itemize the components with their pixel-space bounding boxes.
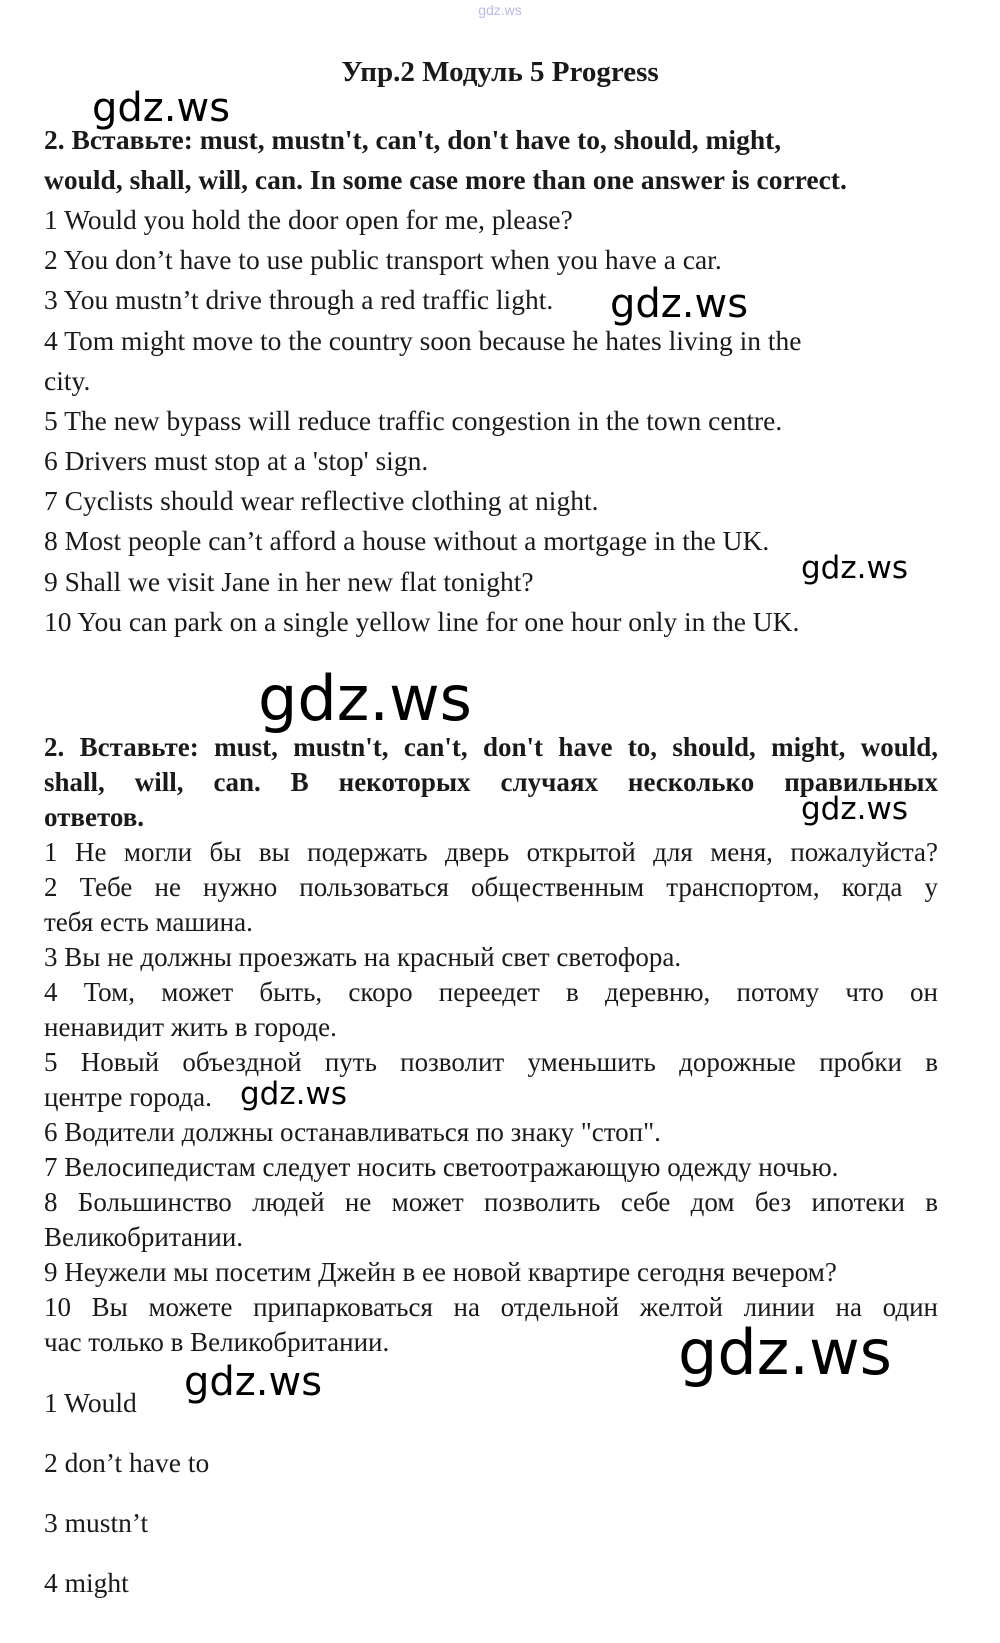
- english-item: 2 You don’t have to use public transport when you have a car.: [44, 244, 722, 275]
- russian-instruction-line-3: ответов.: [44, 802, 145, 832]
- russian-instruction-line-2: shall, will, can. В некоторых случаях несколько правильных: [44, 767, 938, 797]
- answer-item: 3 mustn’t: [44, 1507, 149, 1538]
- answer-item: 2 don’t have to: [44, 1447, 210, 1478]
- russian-item-continued: час только в Великобритании.: [44, 1327, 390, 1357]
- watermark: gdz.ws: [801, 550, 908, 586]
- russian-item: 9 Неужели мы посетим Джейн в ее новой квартире сегодня вечером?: [44, 1257, 837, 1287]
- russian-item: 8 Большинство людей не может позволить себе дом без ипотеки в: [44, 1187, 938, 1217]
- page-title: Упр.2 Модуль 5 Progress: [341, 56, 659, 88]
- answer-item: 4 might: [44, 1567, 129, 1598]
- english-item: 10 You can park on a single yellow line for one hour only in the UK.: [44, 606, 800, 637]
- watermark: gdz.ws: [240, 1076, 347, 1112]
- english-instruction-line-2: would, shall, will, can. In some case more than one answer is correct.: [44, 164, 847, 195]
- russian-instruction-line-1: 2. Вставьте: must, mustn't, can't, don't have to, should, might, would,: [44, 732, 938, 762]
- watermark: gdz.ws: [184, 1359, 323, 1405]
- russian-item: 6 Водители должны останавливаться по знаку "стоп".: [44, 1117, 661, 1147]
- english-instruction-line-1: 2. Вставьте: must, mustn't, can't, don't have to, should, might,: [44, 124, 782, 155]
- russian-item: 4 Том, может быть, скоро переедет в деревню, потому что он: [44, 977, 938, 1007]
- russian-item-continued: центре города.: [44, 1082, 212, 1112]
- english-item: 5 The new bypass will reduce traffic congestion in the town centre.: [44, 405, 783, 436]
- russian-item: 1 Не могли бы вы подержать дверь открытой для меня, пожалуйста?: [44, 837, 938, 867]
- english-item: 1 Would you hold the door open for me, please?: [44, 204, 573, 235]
- english-item-continued: city.: [44, 365, 91, 396]
- english-item: 7 Cyclists should wear reflective clothing at night.: [44, 485, 599, 516]
- russian-item: 2 Тебе не нужно пользоваться общественным транспортом, когда у: [44, 872, 938, 902]
- english-item: 8 Most people can’t afford a house without a mortgage in the UK.: [44, 525, 770, 556]
- russian-item-continued: Великобритании.: [44, 1222, 244, 1252]
- answer-item: 1 Would: [44, 1387, 137, 1418]
- english-item: 9 Shall we visit Jane in her new flat tonight?: [44, 566, 534, 597]
- russian-item: 10 Вы можете припарковаться на отдельной желтой линии на один: [44, 1292, 938, 1322]
- russian-item: 3 Вы не должны проезжать на красный свет светофора.: [44, 942, 682, 972]
- watermark: gdz.ws: [610, 281, 749, 327]
- russian-item-continued: ненавидит жить в городе.: [44, 1012, 337, 1042]
- english-item: 3 You mustn’t drive through a red traffic light.: [44, 284, 554, 315]
- english-item: 6 Drivers must stop at a 'stop' sign.: [44, 445, 429, 476]
- russian-item: 7 Велосипедистам следует носить светоотражающую одежду ночью.: [44, 1152, 839, 1182]
- watermark: gdz.ws: [678, 1316, 892, 1389]
- watermark: gdz.ws: [258, 662, 472, 735]
- russian-item: 5 Новый объездной путь позволит уменьшить дорожные пробки в: [44, 1047, 938, 1077]
- russian-item-continued: тебя есть машина.: [44, 907, 253, 937]
- top-watermark: gdz.ws: [478, 2, 522, 18]
- watermark: gdz.ws: [92, 85, 231, 131]
- english-item: 4 Tom might move to the country soon because he hates living in the: [44, 325, 802, 356]
- watermark: gdz.ws: [801, 791, 908, 827]
